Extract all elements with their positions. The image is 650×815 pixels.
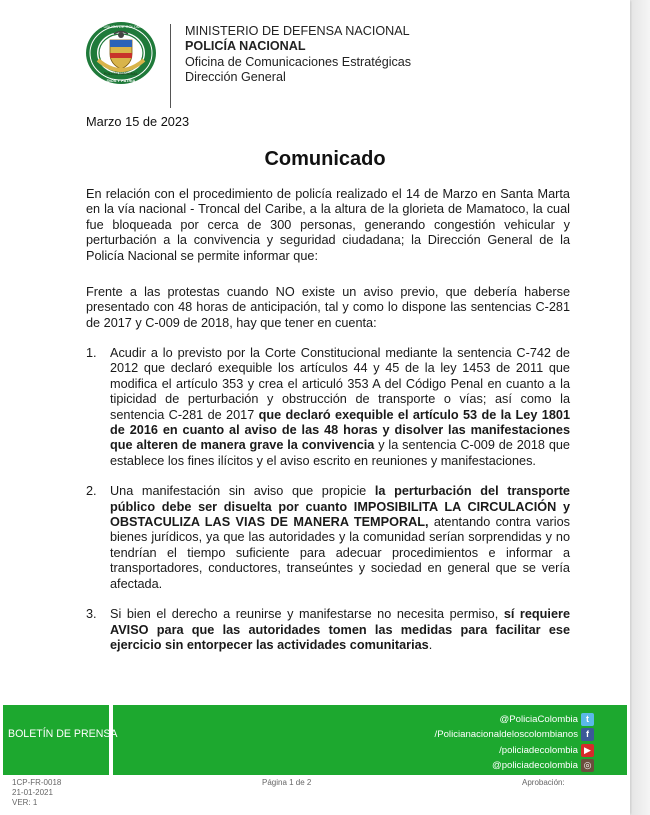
letterhead [185,24,411,85]
approval-label: Aprobación: [522,778,565,787]
list-item-number: 3. [86,607,97,622]
document-version: VER: 1 [12,798,38,807]
document-code-block [12,778,61,808]
social-facebook[interactable] [435,728,594,741]
police-seal-logo [84,20,158,86]
document-date: Marzo 15 de 2023 [86,114,190,129]
list-item-text: Acudir a lo previsto por la Corte Constitucional mediante la sentencia C-742 de 2012 que declaró exequible los artículos 44 y 45 de la ley 1453 de 2011 que modifica el artículo 353 y crea el articuló 353 A del Código Penal en cuanto a la tipicidad de perturbación y obstrucción de transporte o vías; así como la sentencia C-281 de 2017 [110,346,570,422]
list-item [86,607,570,653]
letterhead-office: Oficina de Comunicaciones Estratégicas [185,54,412,69]
list-item-bold-text: la perturbación del transporte público debe ser disuelta por cuanto IMPOSIBILITA LA CIRCULACIÓN y OBSTACULIZA LAS VIAS DE MANERA TEMPORAL, [110,484,570,530]
document-title: Comunicado [264,148,386,170]
list-item-number: 2. [86,484,97,499]
list-item-text: Si bien el derecho a reunirse y manifestarse no necesita permiso, [110,607,504,622]
document-code: 1CP-FR-0018 [12,778,62,787]
page-edge-background [632,0,650,815]
social-twitter[interactable] [499,713,594,726]
paragraph-protests: Frente a las protestas cuando NO existe un aviso previo, que debería haberse presentado con 48 horas de anticipación, tal y como lo dispone las sentencias C-281 de 2017 y C-009 de 2018, hay que tener en cuenta: [86,285,570,330]
facebook-handle[interactable]: /Policianacionaldeloscolombianos [434,729,578,740]
list-item-text: y la sentencia C-009 de 2018 que establece los fines ilícitos y el aviso escrito en reuniones y manifestaciones. [110,438,570,468]
youtube-icon: ▶ [581,744,594,757]
youtube-handle[interactable]: /policiadecolombia [499,745,578,756]
instagram-handle[interactable]: @policiadecolombia [491,760,578,771]
list-item-text: . [428,637,433,652]
social-youtube[interactable] [499,744,594,757]
letterhead-police: POLICÍA NACIONAL [185,39,306,54]
page-number: Página 1 de 2 [262,778,312,787]
list-item-text: Una manifestación sin aviso que propicie [110,484,375,499]
letterhead-direction: Dirección General [185,69,286,84]
facebook-icon: f [581,728,594,741]
instagram-icon: ◎ [581,759,594,772]
press-bulletin-label: BOLETÍN DE PRENSA [8,728,118,740]
list-item-bold-text: que declaró exequible el artículo 53 de la Ley 1801 de 2016 en cuanto al aviso de las 48 horas y disolver las manifestaciones que alteren de manera grave la convivencia [110,407,570,453]
list-item-text: atentando contra varios bienes jurídicos, ya que las autoridades y la comunidad serían sorprendidas y no tendrían el tiempo suficiente para adecuar procedimientos e informar a transportadores, conductores, transeúntes y sociedad en general que se vería afectada. [110,515,570,591]
numbered-list [86,346,570,653]
list-item [86,484,570,592]
header-divider [170,24,171,108]
list-item-number: 1. [86,346,97,360]
social-instagram[interactable] [492,759,594,772]
list-item-bold-text: sí requiere AVISO para que las autoridades tomen las medidas para facilitar ese ejercicio sin entorpecer las actividades comunitarias [110,607,571,652]
document-code-date: 21-01-2021 [12,788,53,797]
twitter-handle[interactable]: @PoliciaColombia [499,714,578,725]
seal-banner-text: POLICÍA NACIONAL [103,72,139,76]
seal-ring-text: REPÚBLICA DE COLOMBIA [95,24,147,29]
footer-label-box [3,705,113,775]
letterhead-ministry: MINISTERIO DE DEFENSA NACIONAL [185,24,410,38]
seal-motto-text: DIOS Y PATRIA [106,78,136,83]
list-item [86,346,570,469]
paragraph-intro: En relación con el procedimiento de policía realizado el 14 de Marzo en Santa Marta en la vía nacional - Troncal del Caribe, a la altura de la glorieta de Mamatoco, la cual fue bloqueada por cerca de 300 personas, generando congestión vehicular y perturbación a la convivencia y seguridad ciudadana; la Dirección General de la Policía Nacional se permite informar que: [86,187,570,263]
twitter-icon: t [581,713,594,726]
